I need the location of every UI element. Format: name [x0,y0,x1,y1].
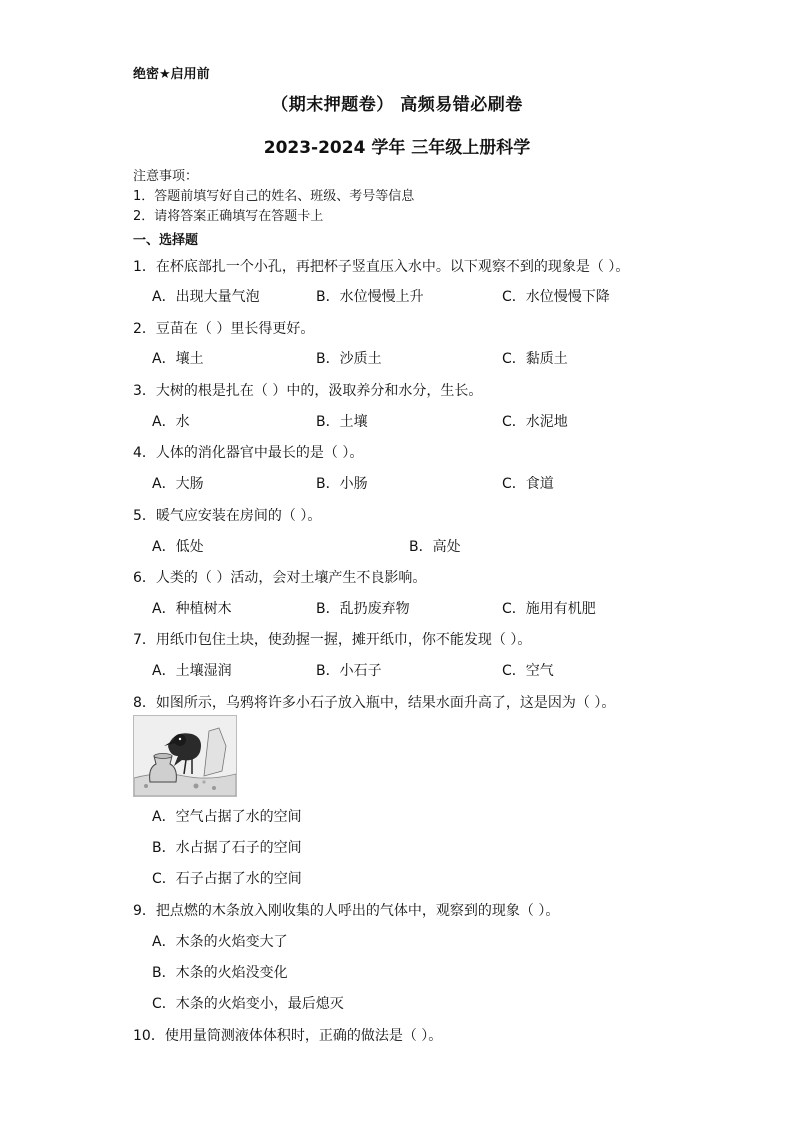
question-5: 5．暖气应安装在房间的（ ）。 [133,508,322,524]
question-4: 4．人体的消化器官中最长的是（ ）。 [133,445,364,461]
option-8a: A．空气占据了水的空间 [152,809,302,825]
question-10: 10．使用量筒测液体体积时，正确的做法是（ ）。 [133,1028,443,1044]
option-1b: B．水位慢慢上升 [316,289,424,305]
option-3a: A．水 [152,414,190,430]
option-1a: A．出现大量气泡 [152,289,260,305]
option-8b: B．水占据了石子的空间 [152,840,302,856]
option-7a: A．土壤湿润 [152,663,232,679]
question-2: 2．豆苗在（ ）里长得更好。 [133,321,315,337]
notes-heading: 注意事项： [133,169,199,184]
section-title: 一、选择题 [133,233,199,248]
notes-item: 1．答题前填写好自己的姓名、班级、考号等信息 [133,189,415,204]
notes-block [133,167,414,227]
crow-pebbles-illustration [133,715,237,797]
option-3b: B．土壤 [316,414,368,430]
option-4a: A．大肠 [152,476,204,492]
option-3c: C．水泥地 [502,414,568,430]
question-3: 3．大树的根是扎在（ ）中的，汲取养分和水分，生长。 [133,383,483,399]
option-9a: A．木条的火焰变大了 [152,934,288,950]
question-8: 8．如图所示，乌鸦将许多小石子放入瓶中，结果水面升高了，这是因为（ ）。 [133,695,616,711]
option-2b: B．沙质土 [316,351,382,367]
option-5a: A．低处 [152,539,204,555]
exam-subtitle: 2023-2024 学年 三年级上册科学 [263,138,531,158]
option-2a: A．壤土 [152,351,204,367]
question-6: 6．人类的（ ）活动，会对土壤产生不良影响。 [133,570,427,586]
option-4c: C．食道 [502,476,554,492]
option-7c: C．空气 [502,663,554,679]
option-9c: C．木条的火焰变小，最后熄灭 [152,996,344,1012]
option-6a: A．种植树木 [152,601,232,617]
option-6b: B．乱扔废弃物 [316,601,410,617]
option-4b: B．小肠 [316,476,368,492]
question-7: 7．用纸巾包住土块，使劲握一握，摊开纸巾，你不能发现（ ）。 [133,632,532,648]
option-1c: C．水位慢慢下降 [502,289,610,305]
option-9b: B．木条的火焰没变化 [152,965,288,981]
option-6c: C．施用有机肥 [502,601,596,617]
option-7b: B．小石子 [316,663,382,679]
option-8c: C．石子占据了水的空间 [152,871,302,887]
option-2c: C．黏质土 [502,351,568,367]
question-1: 1．在杯底部扎一个小孔，再把杯子竖直压入水中。以下观察不到的现象是（ ）。 [133,259,630,275]
notes-item: 2．请将答案正确填写在答题卡上 [133,209,324,224]
question-9: 9．把点燃的木条放入刚收集的人呼出的气体中，观察到的现象（ ）。 [133,903,560,919]
option-5b: B．高处 [409,539,461,555]
crow-pebbles-drawing [134,716,236,796]
secret-label: 绝密★启用前 [133,67,210,82]
exam-title: （期末押题卷） 高频易错必刷卷 [271,95,523,115]
